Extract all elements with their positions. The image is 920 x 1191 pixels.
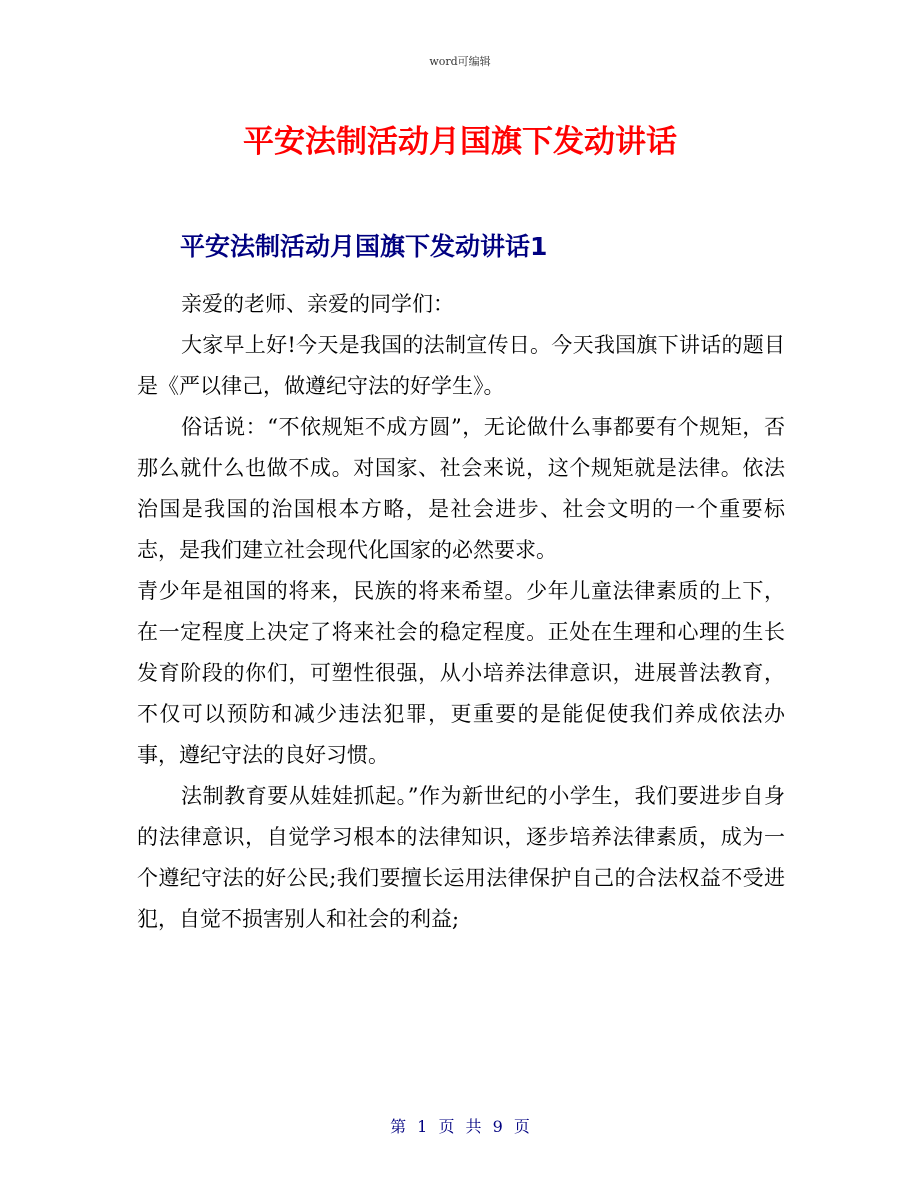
- page-footer: 第 1 页 共 9 页: [390, 1117, 530, 1136]
- paragraph-saying: 俗话说：“不依规矩不成方圆”，无论做什么事都要有个规矩，否那么就什么也做不成。对国家、社会来说，这个规矩就是法律。依法治国是我国的治国根本方略，是社会进步、社会文明的一个重要标志，是我们建立社会现代化国家的必然要求。: [137, 415, 785, 562]
- paragraph-education: 法制教育要从娃娃抓起。”作为新世纪的小学生，我们要进步自身的法律意识，自觉学习根本的法律知识，逐步培养法律素质，成为一个遵纪守法的好公民;我们要擅长运用法律保护自己的合法权益不受进犯，自觉不损害别人和社会的利益;: [137, 784, 785, 931]
- header-note: word可编辑: [429, 55, 491, 68]
- section-title: 平安法制活动月国旗下发动讲话1: [180, 232, 548, 261]
- paragraph-youth: 青少年是祖国的将来，民族的将来希望。少年儿童法律素质的上下，在一定程度上决定了将来社会的稳定程度。正处在生理和心理的生长发育阶段的你们，可塑性很强，从小培养法律意识，进展普法教育，不仅可以预防和减少违法犯罪，更重要的是能促使我们养成依法办事，遵纪守法的良好习惯。: [137, 579, 785, 767]
- paragraph-greeting: 亲爱的老师、亲爱的同学们：: [181, 292, 454, 316]
- document-title: 平安法制活动月国旗下发动讲话: [243, 124, 677, 160]
- body-text: [137, 284, 785, 940]
- paragraph-opening: 大家早上好!今天是我国的法制宣传日。今天我国旗下讲话的题目是《严以律己，做遵纪守法的好学生》。: [137, 333, 785, 398]
